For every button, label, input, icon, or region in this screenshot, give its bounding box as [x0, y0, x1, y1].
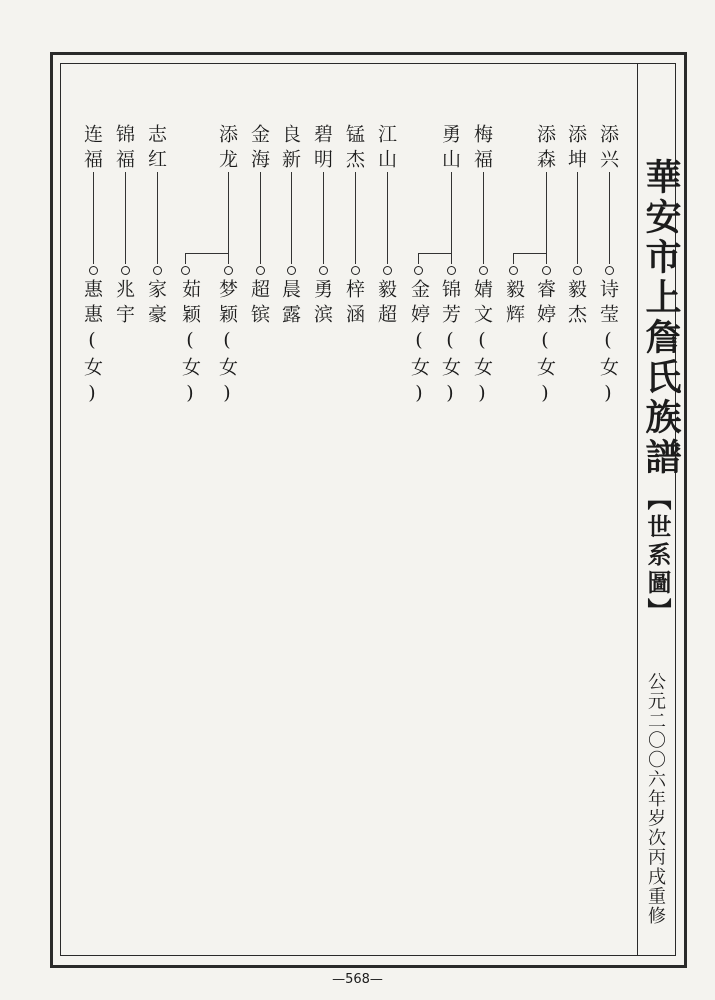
- child-marker: [509, 266, 518, 275]
- parent-name: 江山: [375, 124, 397, 174]
- child-name: 诗莹(女): [597, 279, 619, 410]
- connector-line: [577, 172, 578, 264]
- child-name: 晨露: [279, 279, 301, 329]
- child-name: 梦颖(女): [216, 279, 238, 410]
- child-marker: [181, 266, 190, 275]
- connector-line: [387, 172, 388, 264]
- bracket-line: [185, 253, 186, 264]
- child-marker: [287, 266, 296, 275]
- parent-name: 良新: [279, 124, 301, 174]
- child-name: 锦芳(女): [439, 279, 461, 410]
- connector-line: [260, 172, 261, 264]
- child-marker: [414, 266, 423, 275]
- connector-line: [228, 172, 229, 264]
- child-marker: [319, 266, 328, 275]
- child-name: 婧文(女): [471, 279, 493, 410]
- child-marker: [573, 266, 582, 275]
- parent-name: 添龙: [216, 124, 238, 174]
- parent-name: 锰杰: [343, 124, 365, 174]
- child-marker: [605, 266, 614, 275]
- connector-line: [609, 172, 610, 264]
- child-marker: [121, 266, 130, 275]
- inner-border: [60, 63, 676, 956]
- child-name: 金婷(女): [408, 279, 430, 410]
- parent-name: 锦福: [113, 124, 135, 174]
- child-name: 毅超: [375, 279, 397, 329]
- connector-line: [291, 172, 292, 264]
- parent-name: 勇山: [439, 124, 461, 174]
- parent-name: 添森: [534, 124, 556, 174]
- connector-line: [451, 172, 452, 264]
- child-name: 毅辉: [503, 279, 525, 329]
- child-name: 勇滨: [311, 279, 333, 329]
- child-name: 超镔: [248, 279, 270, 329]
- connector-line: [355, 172, 356, 264]
- child-marker: [153, 266, 162, 275]
- bracket-line: [185, 253, 228, 254]
- child-name: 梓涵: [343, 279, 365, 329]
- section-label: 【世系圖】: [643, 486, 672, 626]
- bracket-line: [513, 253, 546, 254]
- child-name: 毅杰: [565, 279, 587, 329]
- child-name: 家豪: [145, 279, 167, 329]
- child-marker: [89, 266, 98, 275]
- child-marker: [447, 266, 456, 275]
- bracket-line: [418, 253, 419, 264]
- book-title: 華安市上詹氏族譜: [640, 158, 682, 478]
- child-marker: [479, 266, 488, 275]
- connector-line: [483, 172, 484, 264]
- child-name: 兆宇: [113, 279, 135, 329]
- side-divider: [637, 63, 638, 956]
- connector-line: [157, 172, 158, 264]
- child-marker: [224, 266, 233, 275]
- child-name: 茹颖(女): [179, 279, 201, 410]
- bracket-line: [513, 253, 514, 264]
- parent-name: 添坤: [565, 124, 587, 174]
- parent-name: 金海: [248, 124, 270, 174]
- child-marker: [383, 266, 392, 275]
- parent-name: 添兴: [597, 124, 619, 174]
- parent-name: 连福: [81, 124, 103, 174]
- connector-line: [125, 172, 126, 264]
- parent-name: 碧明: [311, 124, 333, 174]
- child-name: 惠惠(女): [81, 279, 103, 410]
- connector-line: [323, 172, 324, 264]
- child-marker: [542, 266, 551, 275]
- connector-line: [546, 172, 547, 264]
- child-marker: [256, 266, 265, 275]
- revision-date: 公元二〇〇六年岁次丙戌重修: [645, 672, 666, 926]
- child-name: 睿婷(女): [534, 279, 556, 410]
- connector-line: [93, 172, 94, 264]
- child-marker: [351, 266, 360, 275]
- bracket-line: [418, 253, 451, 254]
- page-number: —568—: [332, 972, 383, 987]
- parent-name: 梅福: [471, 124, 493, 174]
- parent-name: 志红: [145, 124, 167, 174]
